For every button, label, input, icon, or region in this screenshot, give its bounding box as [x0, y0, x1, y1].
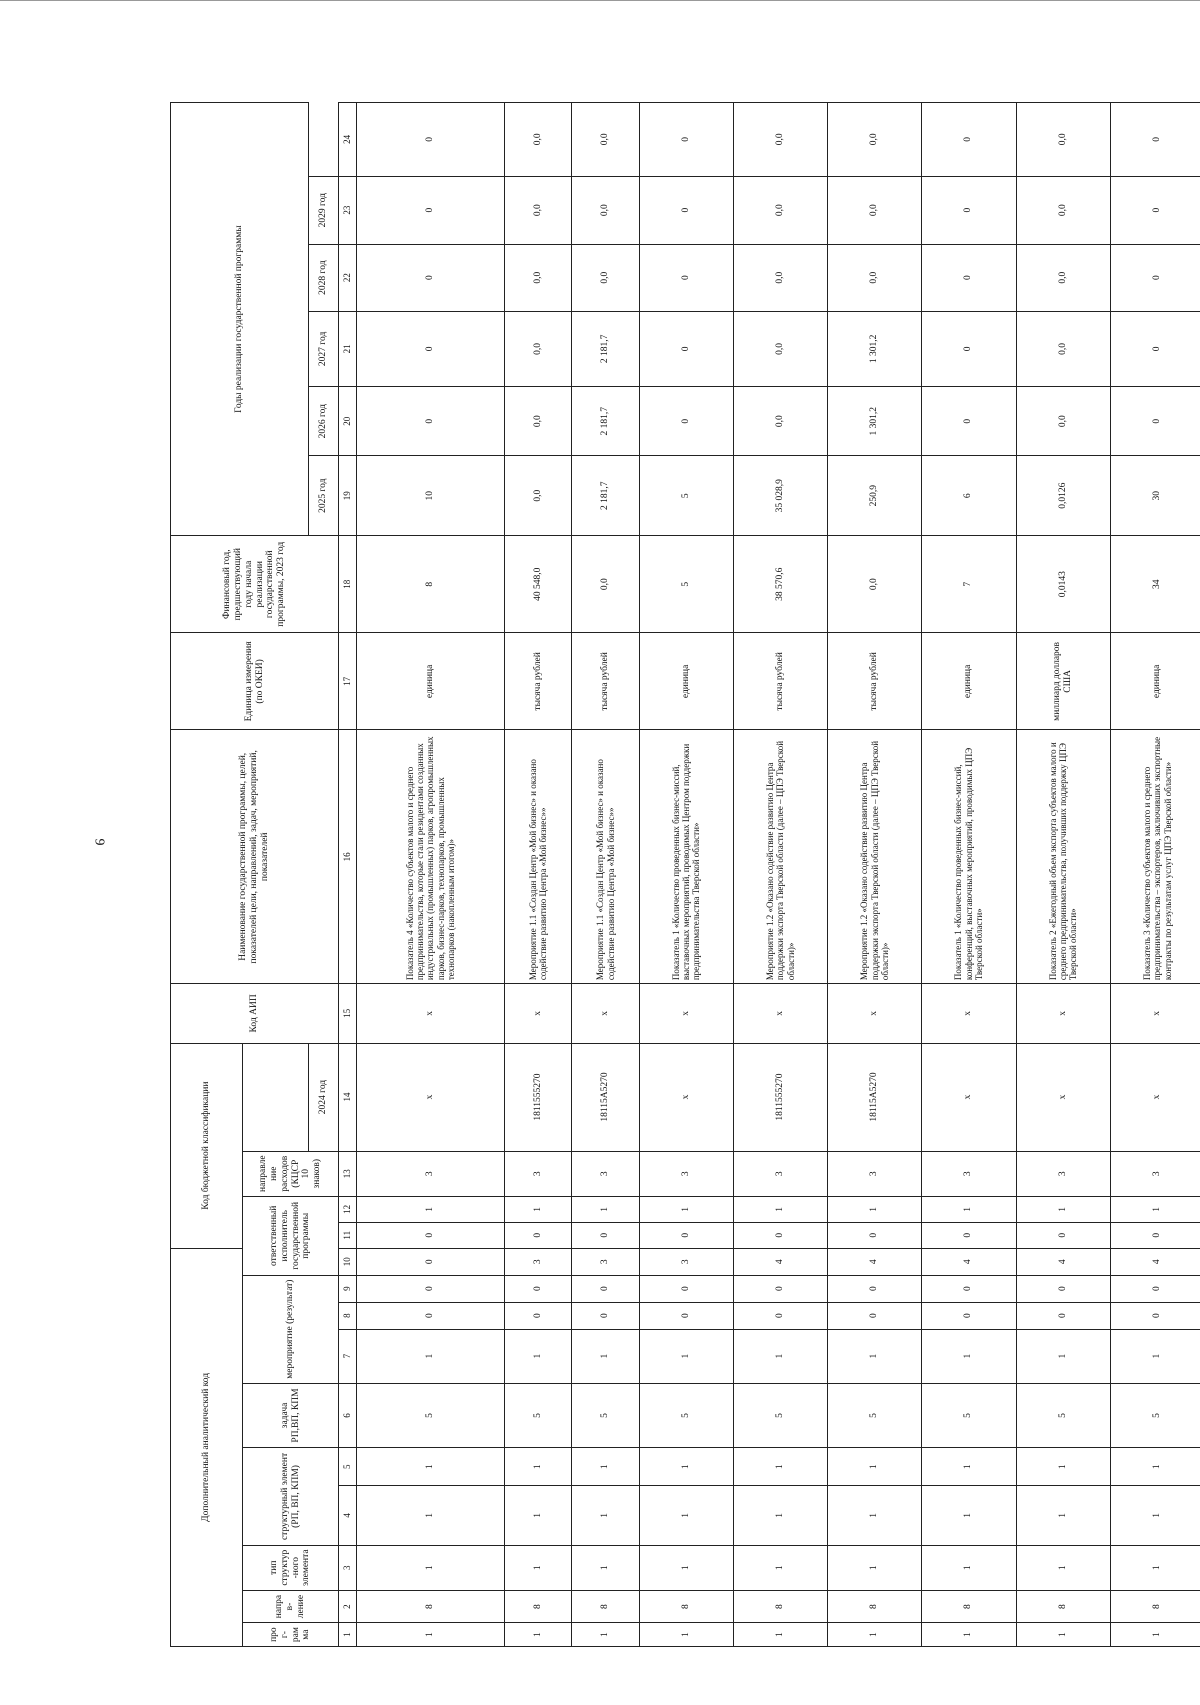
- program-table: [170, 102, 1200, 1647]
- value-2028-cell: 0: [639, 176, 733, 244]
- code-otvetstvenny-3: 1: [572, 1196, 639, 1222]
- value-2024-cell: 30: [1110, 456, 1200, 536]
- code-napravlenie: 8: [639, 1590, 733, 1622]
- code-otvetstvenny-1: 4: [733, 1248, 827, 1275]
- value-2026-cell: 0: [1110, 311, 1200, 387]
- name-cell: Показатель 3 «Количество субъектов малого и среднего предпринимательства – экспортеров, заключивших экспортные контракты по результатам услуг ЦПЭ Тверской области»: [1110, 730, 1200, 984]
- value-2024-cell: 5: [639, 456, 733, 536]
- code-otvetstvenny-2: 0: [733, 1222, 827, 1248]
- kcsr-cell: 1811555270: [733, 1043, 827, 1151]
- header-napravlenie: направ-ление: [243, 1590, 339, 1622]
- value-2027-cell: 0,0: [828, 244, 922, 311]
- code-zadacha: 5: [922, 1383, 1016, 1448]
- table-row: [357, 103, 505, 1647]
- value-2027-cell: 0,0: [1016, 244, 1110, 311]
- code-struct-2: 1: [828, 1448, 922, 1486]
- code-tip: 1: [639, 1545, 733, 1590]
- name-cell: Показатель 1 «Количество проведенных бизнес-миссий, конференций, выставочных мероприятий, проводимых ЦПЭ Тверской области»: [922, 730, 1016, 984]
- value-2023-cell: 34: [1110, 536, 1200, 633]
- value-2025-cell: 0: [639, 387, 733, 456]
- code-meropriyatie-3: 0: [733, 1275, 827, 1302]
- column-number: 21: [339, 311, 357, 387]
- value-2028-cell: 0,0: [572, 176, 639, 244]
- code-otvetstvenny-3: 1: [922, 1196, 1016, 1222]
- aip-cell: x: [1110, 984, 1200, 1043]
- code-napravlenie: 8: [505, 1590, 572, 1622]
- header-struct: структурный элемент (РП, ВП, КПМ): [243, 1448, 339, 1545]
- value-2025-cell: 0: [357, 387, 505, 456]
- column-number: 24: [339, 103, 357, 177]
- code-programma: 1: [572, 1623, 639, 1647]
- code-otvetstvenny-4: 3: [922, 1151, 1016, 1196]
- table-row: [1110, 103, 1200, 1647]
- value-2027-cell: 0,0: [505, 244, 572, 311]
- header-years: Годы реализации государственной программы: [171, 103, 309, 536]
- code-struct-2: 1: [357, 1448, 505, 1486]
- code-struct-2: 1: [639, 1448, 733, 1486]
- code-otvetstvenny-1: 4: [828, 1248, 922, 1275]
- column-number: 18: [339, 536, 357, 633]
- value-2024-cell: 35 028,9: [733, 456, 827, 536]
- code-otvetstvenny-2: 0: [1110, 1222, 1200, 1248]
- table-row: [733, 103, 827, 1647]
- column-number: 15: [339, 984, 357, 1043]
- table-row: [922, 103, 1016, 1647]
- value-2028-cell: 0: [1110, 176, 1200, 244]
- code-programma: 1: [1110, 1623, 1200, 1647]
- column-number: 10: [339, 1248, 357, 1275]
- value-2024-cell: 0,0126: [1016, 456, 1110, 536]
- code-zadacha: 5: [1110, 1383, 1200, 1448]
- column-number: 16: [339, 730, 357, 984]
- code-otvetstvenny-4: 3: [733, 1151, 827, 1196]
- header-napr-rashodov: направление расходов (КЦСР 10 знаков): [243, 1151, 339, 1196]
- header-meropriyatie: мероприятие (результат): [243, 1275, 339, 1383]
- value-2027-cell: 0: [357, 244, 505, 311]
- value-2023-cell: 5: [639, 536, 733, 633]
- code-otvetstvenny-4: 3: [828, 1151, 922, 1196]
- unit-cell: единица: [1110, 633, 1200, 730]
- code-meropriyatie-2: 0: [1016, 1302, 1110, 1329]
- value-2029-cell: 0: [357, 103, 505, 177]
- code-tip: 1: [357, 1545, 505, 1590]
- header-otvetstvenny: ответственный исполнитель государственной программы: [243, 1196, 339, 1275]
- code-otvetstvenny-4: 3: [357, 1151, 505, 1196]
- code-meropriyatie-1: 1: [828, 1329, 922, 1383]
- value-2027-cell: 0: [1110, 244, 1200, 311]
- column-number: 9: [339, 1275, 357, 1302]
- code-meropriyatie-2: 0: [505, 1302, 572, 1329]
- header-kod-aip: Код АИП: [171, 984, 339, 1043]
- unit-cell: тысяча рублей: [828, 633, 922, 730]
- header-dop-code: Дополнительный аналитический код: [171, 1248, 243, 1646]
- value-2025-cell: 0,0: [733, 387, 827, 456]
- aip-cell: x: [922, 984, 1016, 1043]
- code-napravlenie: 8: [828, 1590, 922, 1622]
- aip-cell: x: [1016, 984, 1110, 1043]
- code-otvetstvenny-4: 3: [639, 1151, 733, 1196]
- code-napravlenie: 8: [733, 1590, 827, 1622]
- header-year-2025: 2025 год: [309, 456, 339, 536]
- unit-cell: единица: [639, 633, 733, 730]
- code-struct-1: 1: [639, 1486, 733, 1545]
- unit-cell: тысяча рублей: [505, 633, 572, 730]
- code-tip: 1: [1016, 1545, 1110, 1590]
- aip-cell: x: [572, 984, 639, 1043]
- kcsr-cell: 18115А5270: [572, 1043, 639, 1151]
- column-number: 23: [339, 176, 357, 244]
- code-tip: 1: [572, 1545, 639, 1590]
- code-programma: 1: [922, 1623, 1016, 1647]
- code-otvetstvenny-1: 3: [505, 1248, 572, 1275]
- value-2023-cell: 0,0: [572, 536, 639, 633]
- code-meropriyatie-2: 0: [733, 1302, 827, 1329]
- code-otvetstvenny-1: 4: [922, 1248, 1016, 1275]
- value-2026-cell: 0,0: [505, 311, 572, 387]
- code-meropriyatie-3: 0: [505, 1275, 572, 1302]
- value-2026-cell: 1 301,2: [828, 311, 922, 387]
- value-2025-cell: 0,0: [505, 387, 572, 456]
- code-zadacha: 5: [828, 1383, 922, 1448]
- table-rotator: [170, 102, 1200, 1647]
- column-number: 7: [339, 1329, 357, 1383]
- kcsr-cell: x: [1110, 1043, 1200, 1151]
- code-meropriyatie-3: 0: [922, 1275, 1016, 1302]
- code-programma: 1: [357, 1623, 505, 1647]
- value-2028-cell: 0,0: [505, 176, 572, 244]
- name-cell: Показатель 1 «Количество проведенных бизнес-миссий, выставочных мероприятий, проводимых Центром поддержки предпринимательства Тверской области»: [639, 730, 733, 984]
- column-number: 14: [339, 1043, 357, 1151]
- value-2026-cell: 0: [922, 311, 1016, 387]
- aip-cell: x: [505, 984, 572, 1043]
- table-row: [505, 103, 572, 1647]
- name-cell: Показатель 2 «Ежегодный объем экспорта субъектов малого и среднего предпринимательства, получивших поддержку ЦПЭ Тверской области»: [1016, 730, 1110, 984]
- value-2026-cell: 0,0: [1016, 311, 1110, 387]
- code-tip: 1: [922, 1545, 1016, 1590]
- code-tip: 1: [505, 1545, 572, 1590]
- unit-cell: единица: [357, 633, 505, 730]
- value-2029-cell: 0: [922, 103, 1016, 177]
- code-struct-1: 1: [1110, 1486, 1200, 1545]
- code-meropriyatie-1: 1: [639, 1329, 733, 1383]
- value-2029-cell: 0,0: [828, 103, 922, 177]
- code-struct-2: 1: [922, 1448, 1016, 1486]
- value-2024-cell: 2 181,7: [572, 456, 639, 536]
- code-programma: 1: [733, 1623, 827, 1647]
- name-cell: Показатель 4 «Количество субъектов малого и среднего предпринимательства, которые стали резидентами созданных индустриальных (промышленных) парков, агропромышленных парков, бизнес-парков, технопарков, промышленных технопарков (накопленным итогом)»: [357, 730, 505, 984]
- aip-cell: x: [733, 984, 827, 1043]
- code-otvetstvenny-2: 0: [639, 1222, 733, 1248]
- table-row: [572, 103, 639, 1647]
- code-meropriyatie-1: 1: [505, 1329, 572, 1383]
- column-number: 1: [339, 1623, 357, 1647]
- code-otvetstvenny-3: 1: [828, 1196, 922, 1222]
- code-otvetstvenny-2: 0: [505, 1222, 572, 1248]
- column-number: 3: [339, 1545, 357, 1590]
- header-year-2027: 2027 год: [309, 311, 339, 387]
- header-zadacha: задача РП,ВП, КПМ: [243, 1383, 339, 1448]
- header-year-2024: 2024 год: [309, 1043, 339, 1151]
- kcsr-cell: 1811555270: [505, 1043, 572, 1151]
- name-cell: Мероприятие 1.1 «Создан Центр «Мой бизнес» и оказано содействие развитию Центра «Мой бизнес»»: [505, 730, 572, 984]
- code-otvetstvenny-2: 0: [922, 1222, 1016, 1248]
- code-struct-1: 1: [505, 1486, 572, 1545]
- code-meropriyatie-3: 0: [1110, 1275, 1200, 1302]
- value-2024-cell: 6: [922, 456, 1016, 536]
- value-2025-cell: 1 301,2: [828, 387, 922, 456]
- code-otvetstvenny-2: 0: [357, 1222, 505, 1248]
- code-meropriyatie-1: 1: [733, 1329, 827, 1383]
- value-2025-cell: 0: [922, 387, 1016, 456]
- column-number: 13: [339, 1151, 357, 1196]
- code-meropriyatie-3: 0: [572, 1275, 639, 1302]
- value-2023-cell: 7: [922, 536, 1016, 633]
- value-2028-cell: 0,0: [828, 176, 922, 244]
- table-row: [828, 103, 922, 1647]
- code-otvetstvenny-3: 1: [505, 1196, 572, 1222]
- code-zadacha: 5: [639, 1383, 733, 1448]
- code-otvetstvenny-2: 0: [572, 1222, 639, 1248]
- aip-cell: x: [357, 984, 505, 1043]
- value-2025-cell: 0,0: [1016, 387, 1110, 456]
- code-otvetstvenny-2: 0: [1016, 1222, 1110, 1248]
- code-meropriyatie-3: 0: [1016, 1275, 1110, 1302]
- code-napravlenie: 8: [922, 1590, 1016, 1622]
- column-number: 5: [339, 1448, 357, 1486]
- code-programma: 1: [1016, 1623, 1110, 1647]
- value-2023-cell: 38 570,6: [733, 536, 827, 633]
- value-2028-cell: 0: [357, 176, 505, 244]
- header-kbk: Код бюджетной классификации: [171, 1043, 243, 1248]
- kcsr-cell: x: [1016, 1043, 1110, 1151]
- code-meropriyatie-2: 0: [357, 1302, 505, 1329]
- column-number: 4: [339, 1486, 357, 1545]
- column-number: 19: [339, 456, 357, 536]
- value-2029-cell: 0: [1110, 103, 1200, 177]
- value-2024-cell: 0,0: [505, 456, 572, 536]
- code-tip: 1: [1110, 1545, 1200, 1590]
- header-tip: тип структур-ного элемента: [243, 1545, 339, 1590]
- code-struct-1: 1: [357, 1486, 505, 1545]
- code-struct-1: 1: [1016, 1486, 1110, 1545]
- value-2024-cell: 10: [357, 456, 505, 536]
- code-napravlenie: 8: [1016, 1590, 1110, 1622]
- aip-cell: x: [639, 984, 733, 1043]
- code-struct-2: 1: [505, 1448, 572, 1486]
- code-otvetstvenny-3: 1: [357, 1196, 505, 1222]
- kcsr-cell: x: [922, 1043, 1016, 1151]
- kcsr-cell: x: [357, 1043, 505, 1151]
- column-number: 2: [339, 1590, 357, 1622]
- code-napravlenie: 8: [357, 1590, 505, 1622]
- code-zadacha: 5: [733, 1383, 827, 1448]
- code-meropriyatie-1: 1: [357, 1329, 505, 1383]
- code-zadacha: 5: [1016, 1383, 1110, 1448]
- code-napravlenie: 8: [572, 1590, 639, 1622]
- header-year-2026: 2026 год: [309, 387, 339, 456]
- code-struct-2: 1: [733, 1448, 827, 1486]
- value-2026-cell: 0,0: [733, 311, 827, 387]
- code-otvetstvenny-4: 3: [505, 1151, 572, 1196]
- value-2024-cell: 250,9: [828, 456, 922, 536]
- code-otvetstvenny-3: 1: [639, 1196, 733, 1222]
- code-meropriyatie-1: 1: [572, 1329, 639, 1383]
- code-otvetstvenny-1: 3: [572, 1248, 639, 1275]
- value-2025-cell: 2 181,7: [572, 387, 639, 456]
- code-struct-1: 1: [572, 1486, 639, 1545]
- code-meropriyatie-2: 0: [922, 1302, 1016, 1329]
- value-2029-cell: 0: [639, 103, 733, 177]
- value-2028-cell: 0,0: [1016, 176, 1110, 244]
- value-2029-cell: 0,0: [505, 103, 572, 177]
- value-2027-cell: 0: [922, 244, 1016, 311]
- code-otvetstvenny-1: 3: [639, 1248, 733, 1275]
- value-2026-cell: 2 181,7: [572, 311, 639, 387]
- column-number: 12: [339, 1196, 357, 1222]
- code-struct-2: 1: [1110, 1448, 1200, 1486]
- code-struct-1: 1: [922, 1486, 1016, 1545]
- kcsr-cell: x: [639, 1043, 733, 1151]
- header-programma: прог-рамма: [243, 1623, 339, 1647]
- column-number: 22: [339, 244, 357, 311]
- code-struct-2: 1: [572, 1448, 639, 1486]
- code-otvetstvenny-3: 1: [1110, 1196, 1200, 1222]
- code-otvetstvenny-3: 1: [1016, 1196, 1110, 1222]
- value-2029-cell: 0,0: [1016, 103, 1110, 177]
- value-2023-cell: 40 548,0: [505, 536, 572, 633]
- code-meropriyatie-2: 0: [828, 1302, 922, 1329]
- code-struct-1: 1: [733, 1486, 827, 1545]
- column-number: 8: [339, 1302, 357, 1329]
- value-2023-cell: 8: [357, 536, 505, 633]
- name-cell: Мероприятие 1.2 «Оказано содействие развитию Центра поддержки экспорта Тверской области (далее – ЦПЭ Тверской области)»: [828, 730, 922, 984]
- rotated-table-area: [170, 102, 1200, 1647]
- header-unit: Единица измерения (по ОКЕИ): [171, 633, 339, 730]
- name-cell: Мероприятие 1.2 «Оказано содействие развитию Центра поддержки экспорта Тверской области (далее – ЦПЭ Тверской области)»: [733, 730, 827, 984]
- value-2029-cell: 0,0: [572, 103, 639, 177]
- unit-cell: миллиард долларов США: [1016, 633, 1110, 730]
- code-otvetstvenny-1: 4: [1110, 1248, 1200, 1275]
- code-napravlenie: 8: [1110, 1590, 1200, 1622]
- value-2026-cell: 0: [639, 311, 733, 387]
- code-otvetstvenny-1: 4: [1016, 1248, 1110, 1275]
- value-2023-cell: 0,0143: [1016, 536, 1110, 633]
- code-meropriyatie-2: 0: [572, 1302, 639, 1329]
- table-row: [639, 103, 733, 1647]
- code-tip: 1: [828, 1545, 922, 1590]
- column-number: 17: [339, 633, 357, 730]
- unit-cell: тысяча рублей: [572, 633, 639, 730]
- page-number: 9: [91, 838, 107, 846]
- code-otvetstvenny-2: 0: [828, 1222, 922, 1248]
- code-meropriyatie-2: 0: [639, 1302, 733, 1329]
- scan-top-edge: [0, 0, 1200, 1]
- code-otvetstvenny-4: 3: [572, 1151, 639, 1196]
- unit-cell: единица: [922, 633, 1016, 730]
- aip-cell: x: [828, 984, 922, 1043]
- code-zadacha: 5: [505, 1383, 572, 1448]
- code-programma: 1: [639, 1623, 733, 1647]
- code-meropriyatie-2: 0: [1110, 1302, 1200, 1329]
- code-meropriyatie-1: 1: [1016, 1329, 1110, 1383]
- value-2028-cell: 0,0: [733, 176, 827, 244]
- code-otvetstvenny-4: 3: [1016, 1151, 1110, 1196]
- column-number: 6: [339, 1383, 357, 1448]
- code-otvetstvenny-1: 0: [357, 1248, 505, 1275]
- value-2026-cell: 0: [357, 311, 505, 387]
- kcsr-cell: 18115А5270: [828, 1043, 922, 1151]
- value-2029-cell: 0,0: [733, 103, 827, 177]
- table-row: [1016, 103, 1110, 1647]
- column-number: 20: [339, 387, 357, 456]
- code-meropriyatie-1: 1: [1110, 1329, 1200, 1383]
- code-otvetstvenny-4: 3: [1110, 1151, 1200, 1196]
- name-cell: Мероприятие 1.1 «Создан Центр «Мой бизнес» и оказано содействие развитию Центра «Мой бизнес»»: [572, 730, 639, 984]
- header-name: Наименование государственной программы, целей, показателей цели, направлений, задач, мероприятий, показателей: [171, 730, 339, 984]
- value-2023-cell: 0,0: [828, 536, 922, 633]
- value-2027-cell: 0,0: [572, 244, 639, 311]
- code-meropriyatie-3: 0: [639, 1275, 733, 1302]
- value-2027-cell: 0: [639, 244, 733, 311]
- header-fin-year: Финансовый год, предшествующий году начала реализации государственной программы, 2023 год: [171, 536, 339, 633]
- code-meropriyatie-1: 1: [922, 1329, 1016, 1383]
- code-tip: 1: [733, 1545, 827, 1590]
- code-programma: 1: [828, 1623, 922, 1647]
- header-year-2029: 2029 год: [309, 176, 339, 244]
- code-struct-2: 1: [1016, 1448, 1110, 1486]
- code-meropriyatie-3: 0: [828, 1275, 922, 1302]
- value-2028-cell: 0: [922, 176, 1016, 244]
- value-2027-cell: 0,0: [733, 244, 827, 311]
- code-otvetstvenny-3: 1: [733, 1196, 827, 1222]
- column-number: 11: [339, 1222, 357, 1248]
- unit-cell: тысяча рублей: [733, 633, 827, 730]
- code-struct-1: 1: [828, 1486, 922, 1545]
- column-numbers-row: [339, 103, 357, 1647]
- table-body: [357, 103, 1200, 1647]
- value-2025-cell: 0: [1110, 387, 1200, 456]
- code-zadacha: 5: [572, 1383, 639, 1448]
- code-meropriyatie-3: 0: [357, 1275, 505, 1302]
- code-zadacha: 5: [357, 1383, 505, 1448]
- code-programma: 1: [505, 1623, 572, 1647]
- header-year-2028: 2028 год: [309, 244, 339, 311]
